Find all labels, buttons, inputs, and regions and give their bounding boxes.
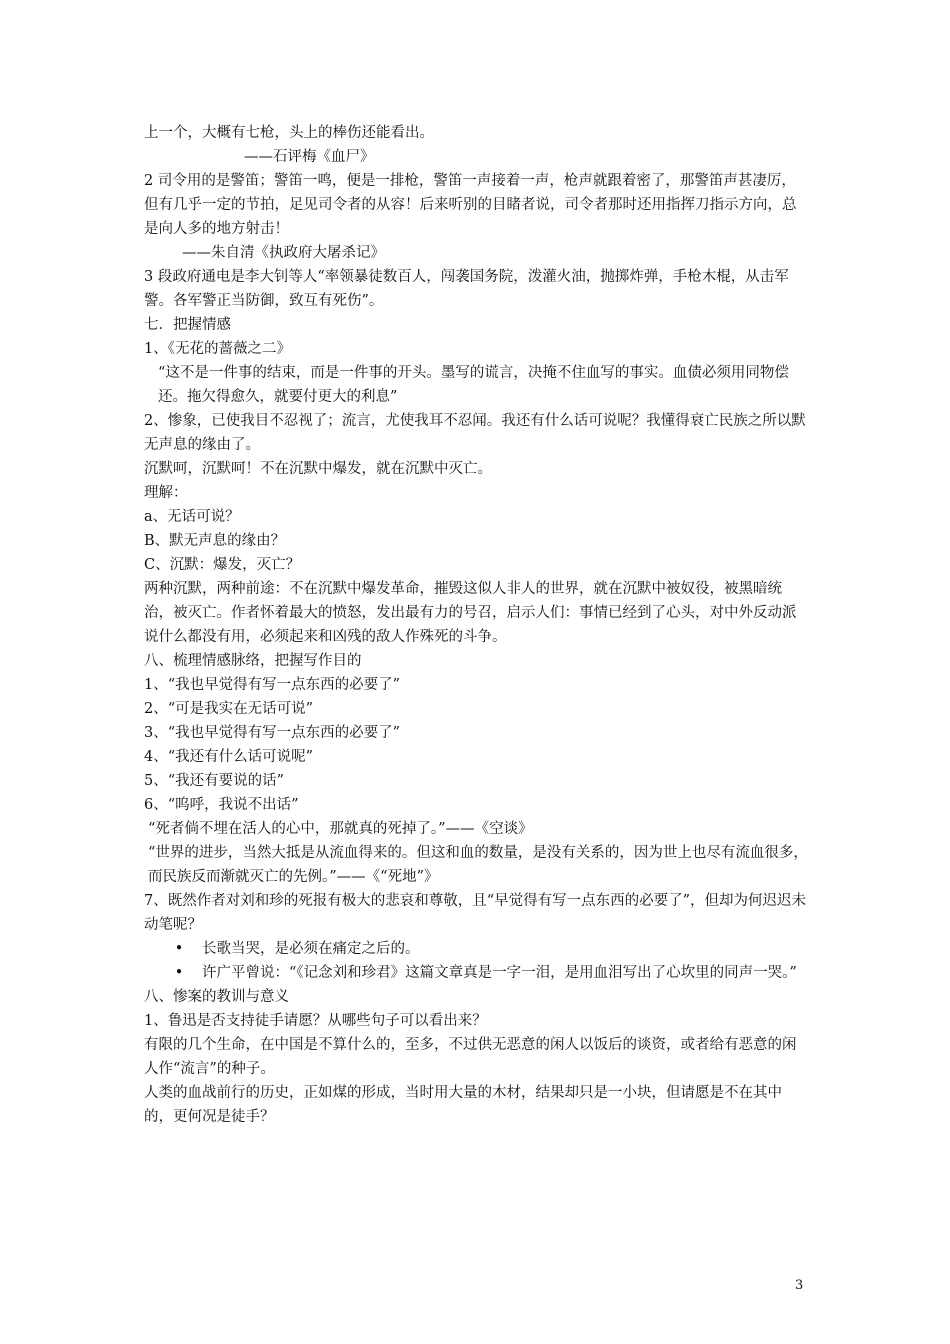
text-line: 1、《无花的蔷薇之二》 [144,341,291,357]
quote-paragraph: “世界的进步，当然大抵是从流血得来的。但这和血的数量，是没有关系的，因为世上也尽有流血很多，而民族反而渐就灭亡的先例。”——《“死地”》 [148,845,808,885]
bullet-dot-icon: • [174,965,184,981]
section-heading: 八、惨案的教训与意义 [144,989,289,1005]
list-item: 4、“我还有什么话可说呢” [144,749,314,765]
list-item: 5、“我还有要说的话” [144,773,285,789]
bullet-text: 长歌当哭，是必须在痛定之后的。 [202,941,420,957]
section-heading: 七．把握情感 [144,317,231,333]
list-item: 1、“我也早觉得有写一点东西的必要了” [144,677,401,693]
text-line: C、沉默：爆发，灭亡？ [144,557,301,573]
bullet-item [172,961,808,985]
text-line: 1、鲁迅是否支持徒手请愿？从哪些句子可以看出来？ [144,1013,487,1029]
bullet-dot-icon: • [174,941,184,957]
text-line: 理解： [144,485,188,501]
paragraph: 人类的血战前行的历史，正如煤的形成，当时用大量的木材，结果却只是一小块，但请愿是不在其中的，更何况是徒手？ [144,1085,782,1125]
source-attribution: ——朱自清《执政府大屠杀记》 [182,245,385,261]
bullet-text: 许广平曾说：“《记念刘和珍君》这篇文章真是一字一泪，是用血泪写出了心坎里的同声一哭。” [202,965,797,981]
section-heading: 八、梳理情感脉络，把握写作目的 [144,653,362,669]
list-item: 2、“可是我实在无话可说” [144,701,314,717]
text-line: B、默无声息的缘由？ [144,533,286,549]
source-attribution: ——石评梅《血尸》 [244,149,375,165]
list-item: 6、“呜呼，我说不出话” [144,797,299,813]
paragraph: 有限的几个生命，在中国是不算什么的，至多，不过供无恶意的闲人以饭后的谈资，或者给有恶意的闲人作“流言”的种子。 [144,1037,797,1077]
paragraph: 7、既然作者对刘和珍的死报有极大的悲哀和尊敬，且“早觉得有写一点东西的必要了”，但却为何迟迟未动笔呢？ [144,893,807,933]
text-line: 上一个，大概有七枪，头上的棒伤还能看出。 [144,125,434,141]
list-item: 3、“我也早觉得有写一点东西的必要了” [144,725,401,741]
paragraph: 2 司令用的是警笛；警笛一鸣，便是一排枪，警笛一声接着一声，枪声就跟着密了，那警笛声甚凄厉，但有几乎一定的节拍，足见司令者的从容！后来听别的目睹者说，司令者那时还用指挥刀指示方向，总是向人多的地方射击！ [144,173,797,237]
page-number: 3 [795,1278,804,1293]
bullet-item [172,937,808,961]
quote-paragraph: “这不是一件事的结束，而是一件事的开头。墨写的谎言，决掩不住血写的事实。血债必须用同物偿还。拖欠得愈久，就要付更大的利息” [158,365,789,405]
quote-line: “死者倘不埋在活人的心中，那就真的死掉了。”——《空谈》 [148,821,533,837]
paragraph: 3 段政府通电是李大钊等人“率领暴徒数百人，闯袭国务院，泼灌火油，抛掷炸弹，手枪木棍，从击军警。各军警正当防御，致互有死伤”。 [144,269,789,309]
text-line: 沉默呵，沉默呵！不在沉默中爆发，就在沉默中灭亡。 [144,461,492,477]
document-body [144,121,808,1129]
bullet-list [144,937,808,985]
paragraph: 两种沉默，两种前途：不在沉默中爆发革命，摧毁这似人非人的世界，就在沉默中被奴役，被黑暗统治，被灭亡。作者怀着最大的愤怒，发出最有力的号召，启示人们：事情已经到了心头，对中外反动派说什么都没有用，必须起来和凶残的敌人作殊死的斗争。 [144,581,797,645]
text-line: a、无话可说？ [144,509,240,525]
paragraph: 2、惨象，已使我目不忍视了；流言，尤使我耳不忍闻。我还有什么话可说呢？我懂得衰亡民族之所以默无声息的缘由了。 [144,413,806,453]
